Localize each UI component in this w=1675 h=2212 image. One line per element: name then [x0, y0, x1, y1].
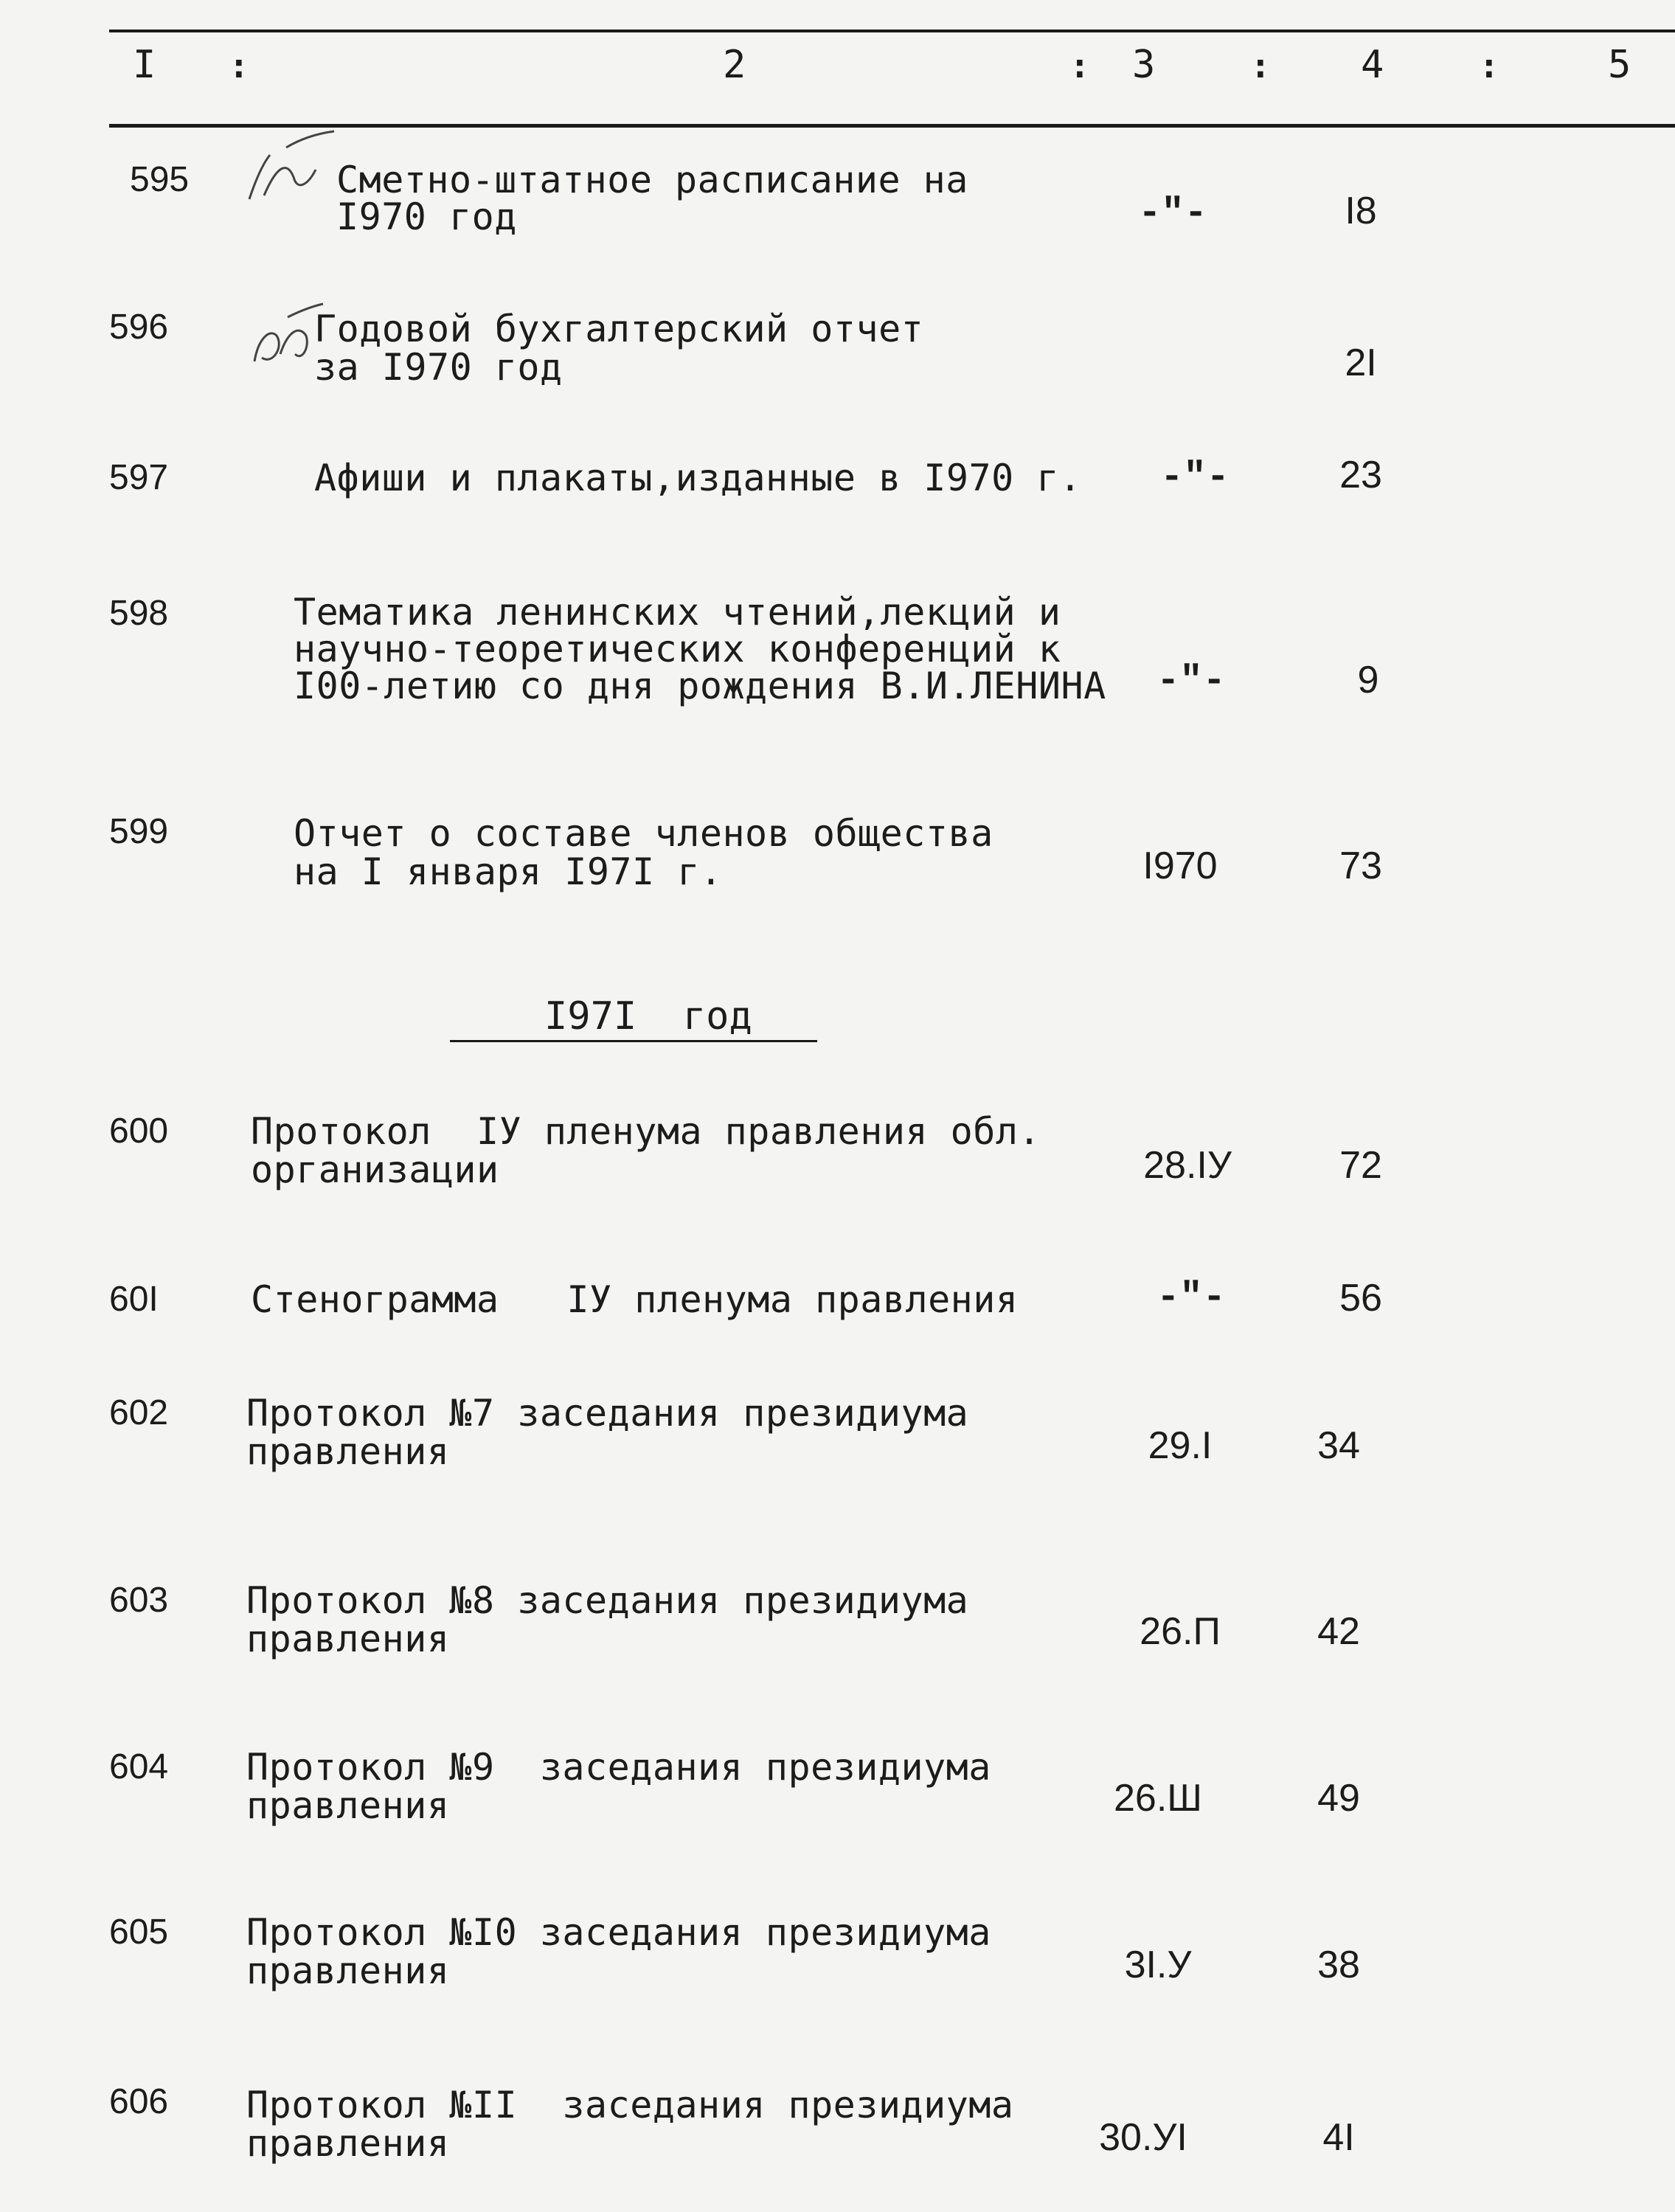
row-date: 30.УI: [1099, 2116, 1187, 2159]
row-number: 598: [109, 594, 169, 633]
row-number: 605: [109, 1913, 169, 1952]
handwritten-mark-icon: [243, 295, 325, 376]
row-sheets: 9: [1357, 659, 1379, 701]
row-sheets: 56: [1339, 1277, 1382, 1320]
row-title-line: правления: [246, 2122, 450, 2165]
handwritten-mark-icon: [235, 125, 338, 214]
row-number: 596: [109, 308, 169, 347]
row-title-line: правления: [246, 1784, 450, 1827]
header-separator: :: [1479, 46, 1499, 86]
header-separator: :: [1069, 46, 1090, 86]
row-number: 606: [109, 2082, 169, 2121]
header-col-3: 3: [1132, 43, 1156, 87]
row-title-line: Протокол №I0 заседания президиума: [246, 1911, 991, 1954]
row-sheets: 49: [1317, 1777, 1360, 1820]
row-title-line: правления: [246, 1618, 450, 1660]
row-sheets: 23: [1339, 454, 1382, 496]
row-number: 595: [130, 160, 190, 199]
row-title-line: I970 год: [336, 195, 517, 238]
row-title-line: I00-летию со дня рождения В.И.ЛЕНИНА: [294, 665, 1106, 707]
row-title-line: Протокол №II заседания президиума: [246, 2084, 1014, 2126]
row-number: 597: [109, 458, 169, 497]
row-date: 26.П: [1140, 1610, 1221, 1653]
row-title-line: Протокол №8 заседания президиума: [246, 1579, 969, 1622]
header-bottom-rule: [109, 124, 1675, 128]
row-number: 604: [109, 1747, 169, 1786]
row-title-line: Протокол IУ пленума правления обл.: [251, 1110, 1041, 1153]
row-sheets: 73: [1339, 845, 1382, 887]
row-number: 60I: [109, 1280, 159, 1319]
section-title: I97I год: [544, 994, 752, 1039]
row-number: 600: [109, 1112, 169, 1151]
row-title-line: за I970 год: [314, 346, 563, 389]
row-title-line: Стенограмма IУ пленума правления: [251, 1278, 1019, 1321]
row-title-line: Годовой бухгалтерский отчет: [314, 308, 924, 350]
header-col-2: 2: [723, 43, 746, 87]
row-date: -"-: [1160, 456, 1230, 499]
row-date: 28.IУ: [1143, 1144, 1232, 1187]
row-sheets: I8: [1345, 190, 1377, 232]
section-underline: [450, 1040, 817, 1042]
row-title-line: Тематика ленинских чтений,лекций и: [294, 591, 1061, 634]
row-sheets: 38: [1317, 1944, 1360, 1986]
row-title-line: Протокол №9 заседания президиума: [246, 1746, 991, 1789]
header-separator: :: [1250, 46, 1271, 86]
row-title-line: научно-теоретических конференций к: [294, 628, 1061, 670]
row-date: 29.I: [1148, 1424, 1213, 1467]
row-title-line: Афиши и плакаты,изданные в I970 г.: [314, 457, 1082, 499]
header-col-4: 4: [1361, 43, 1384, 87]
row-number: 603: [109, 1581, 169, 1620]
row-date: I970: [1142, 845, 1218, 887]
row-date: -"-: [1138, 192, 1207, 235]
row-sheets: 42: [1317, 1610, 1360, 1653]
row-sheets: 4I: [1322, 2116, 1355, 2159]
row-sheets: 72: [1339, 1144, 1382, 1187]
row-number: 602: [109, 1393, 169, 1432]
row-sheets: 2I: [1345, 341, 1377, 384]
header-top-rule: [109, 30, 1675, 32]
row-title-line: Протокол №7 заседания президиума: [246, 1392, 969, 1435]
row-title-line: организации: [251, 1148, 499, 1191]
row-date: 26.Ш: [1114, 1777, 1202, 1820]
row-title-line: Отчет о составе членов общества: [294, 812, 993, 855]
row-title-line: правления: [246, 1430, 450, 1473]
row-date: -"-: [1156, 1276, 1226, 1320]
row-title-line: Сметно-штатное расписание на: [336, 159, 968, 201]
row-title-line: на I января I97I г.: [294, 850, 723, 893]
row-date: 3I.У: [1124, 1944, 1192, 1986]
row-number: 599: [109, 812, 169, 851]
row-title-line: правления: [246, 1949, 450, 1992]
header-col-5: 5: [1608, 43, 1631, 87]
row-date: -"-: [1156, 659, 1226, 703]
row-sheets: 34: [1317, 1424, 1360, 1467]
header-separator: :: [229, 46, 249, 86]
header-col-1: I: [133, 43, 156, 87]
